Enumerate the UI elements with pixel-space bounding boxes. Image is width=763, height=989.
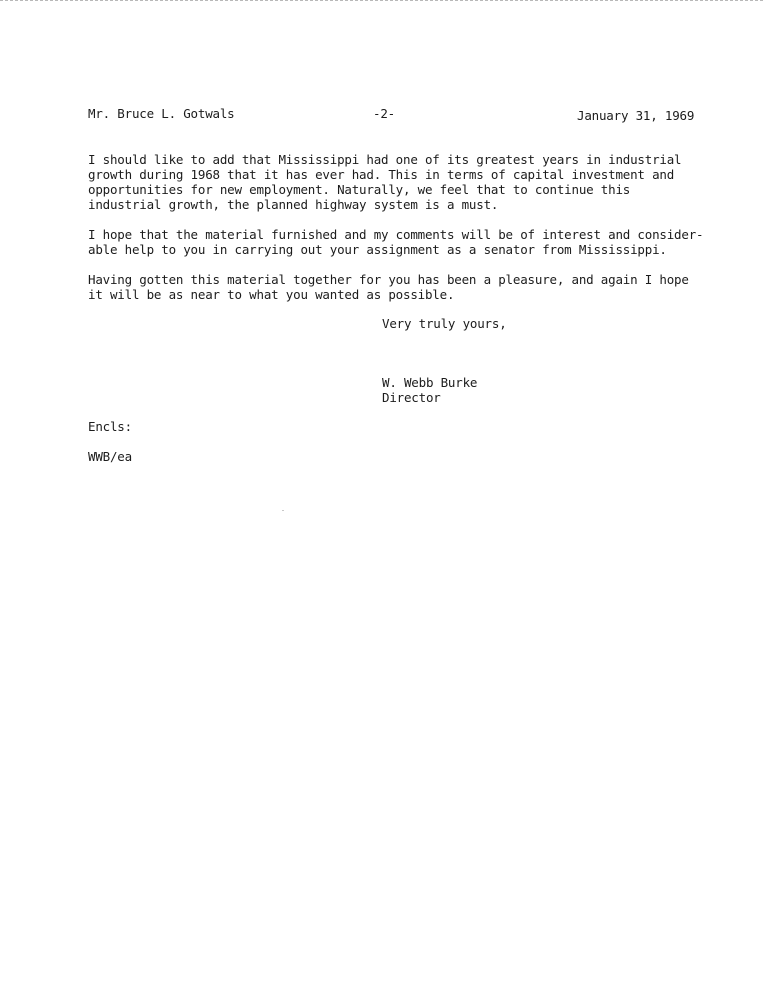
paragraph-material-help xyxy=(88,227,728,257)
paragraph-line: able help to you in carrying out your assignment as a senator from Mississippi. xyxy=(88,242,667,257)
paragraph-line: I hope that the material furnished and my comments will be of interest and consider- xyxy=(88,227,704,242)
paragraph-pleasure xyxy=(88,272,728,302)
paragraph-line: I should like to add that Mississippi had one of its greatest years in industrial xyxy=(88,152,682,167)
paragraph-line: industrial growth, the planned highway system is a must. xyxy=(88,197,499,212)
scan-speck xyxy=(282,510,284,511)
paragraph-line: growth during 1968 that it has ever had. This in terms of capital investment and xyxy=(88,167,675,182)
paragraph-line: Having gotten this material together for you has been a pleasure, and again I hope xyxy=(88,272,689,287)
recipient-name: Mr. Bruce L. Gotwals xyxy=(88,106,235,121)
signer-name: W. Webb Burke xyxy=(382,375,478,390)
enclosures-note: Encls: xyxy=(88,419,132,434)
page-number: -2- xyxy=(373,106,395,121)
reference-initials: WWB/ea xyxy=(88,449,132,464)
paragraph-line: it will be as near to what you wanted as possible. xyxy=(88,287,455,302)
paragraph-line: opportunities for new employment. Naturally, we feel that to continue this xyxy=(88,182,631,197)
letter-date: January 31, 1969 xyxy=(577,108,695,123)
signer-title: Director xyxy=(382,390,441,405)
closing-salutation: Very truly yours, xyxy=(382,316,507,331)
paragraph-industrial-growth xyxy=(88,152,728,212)
